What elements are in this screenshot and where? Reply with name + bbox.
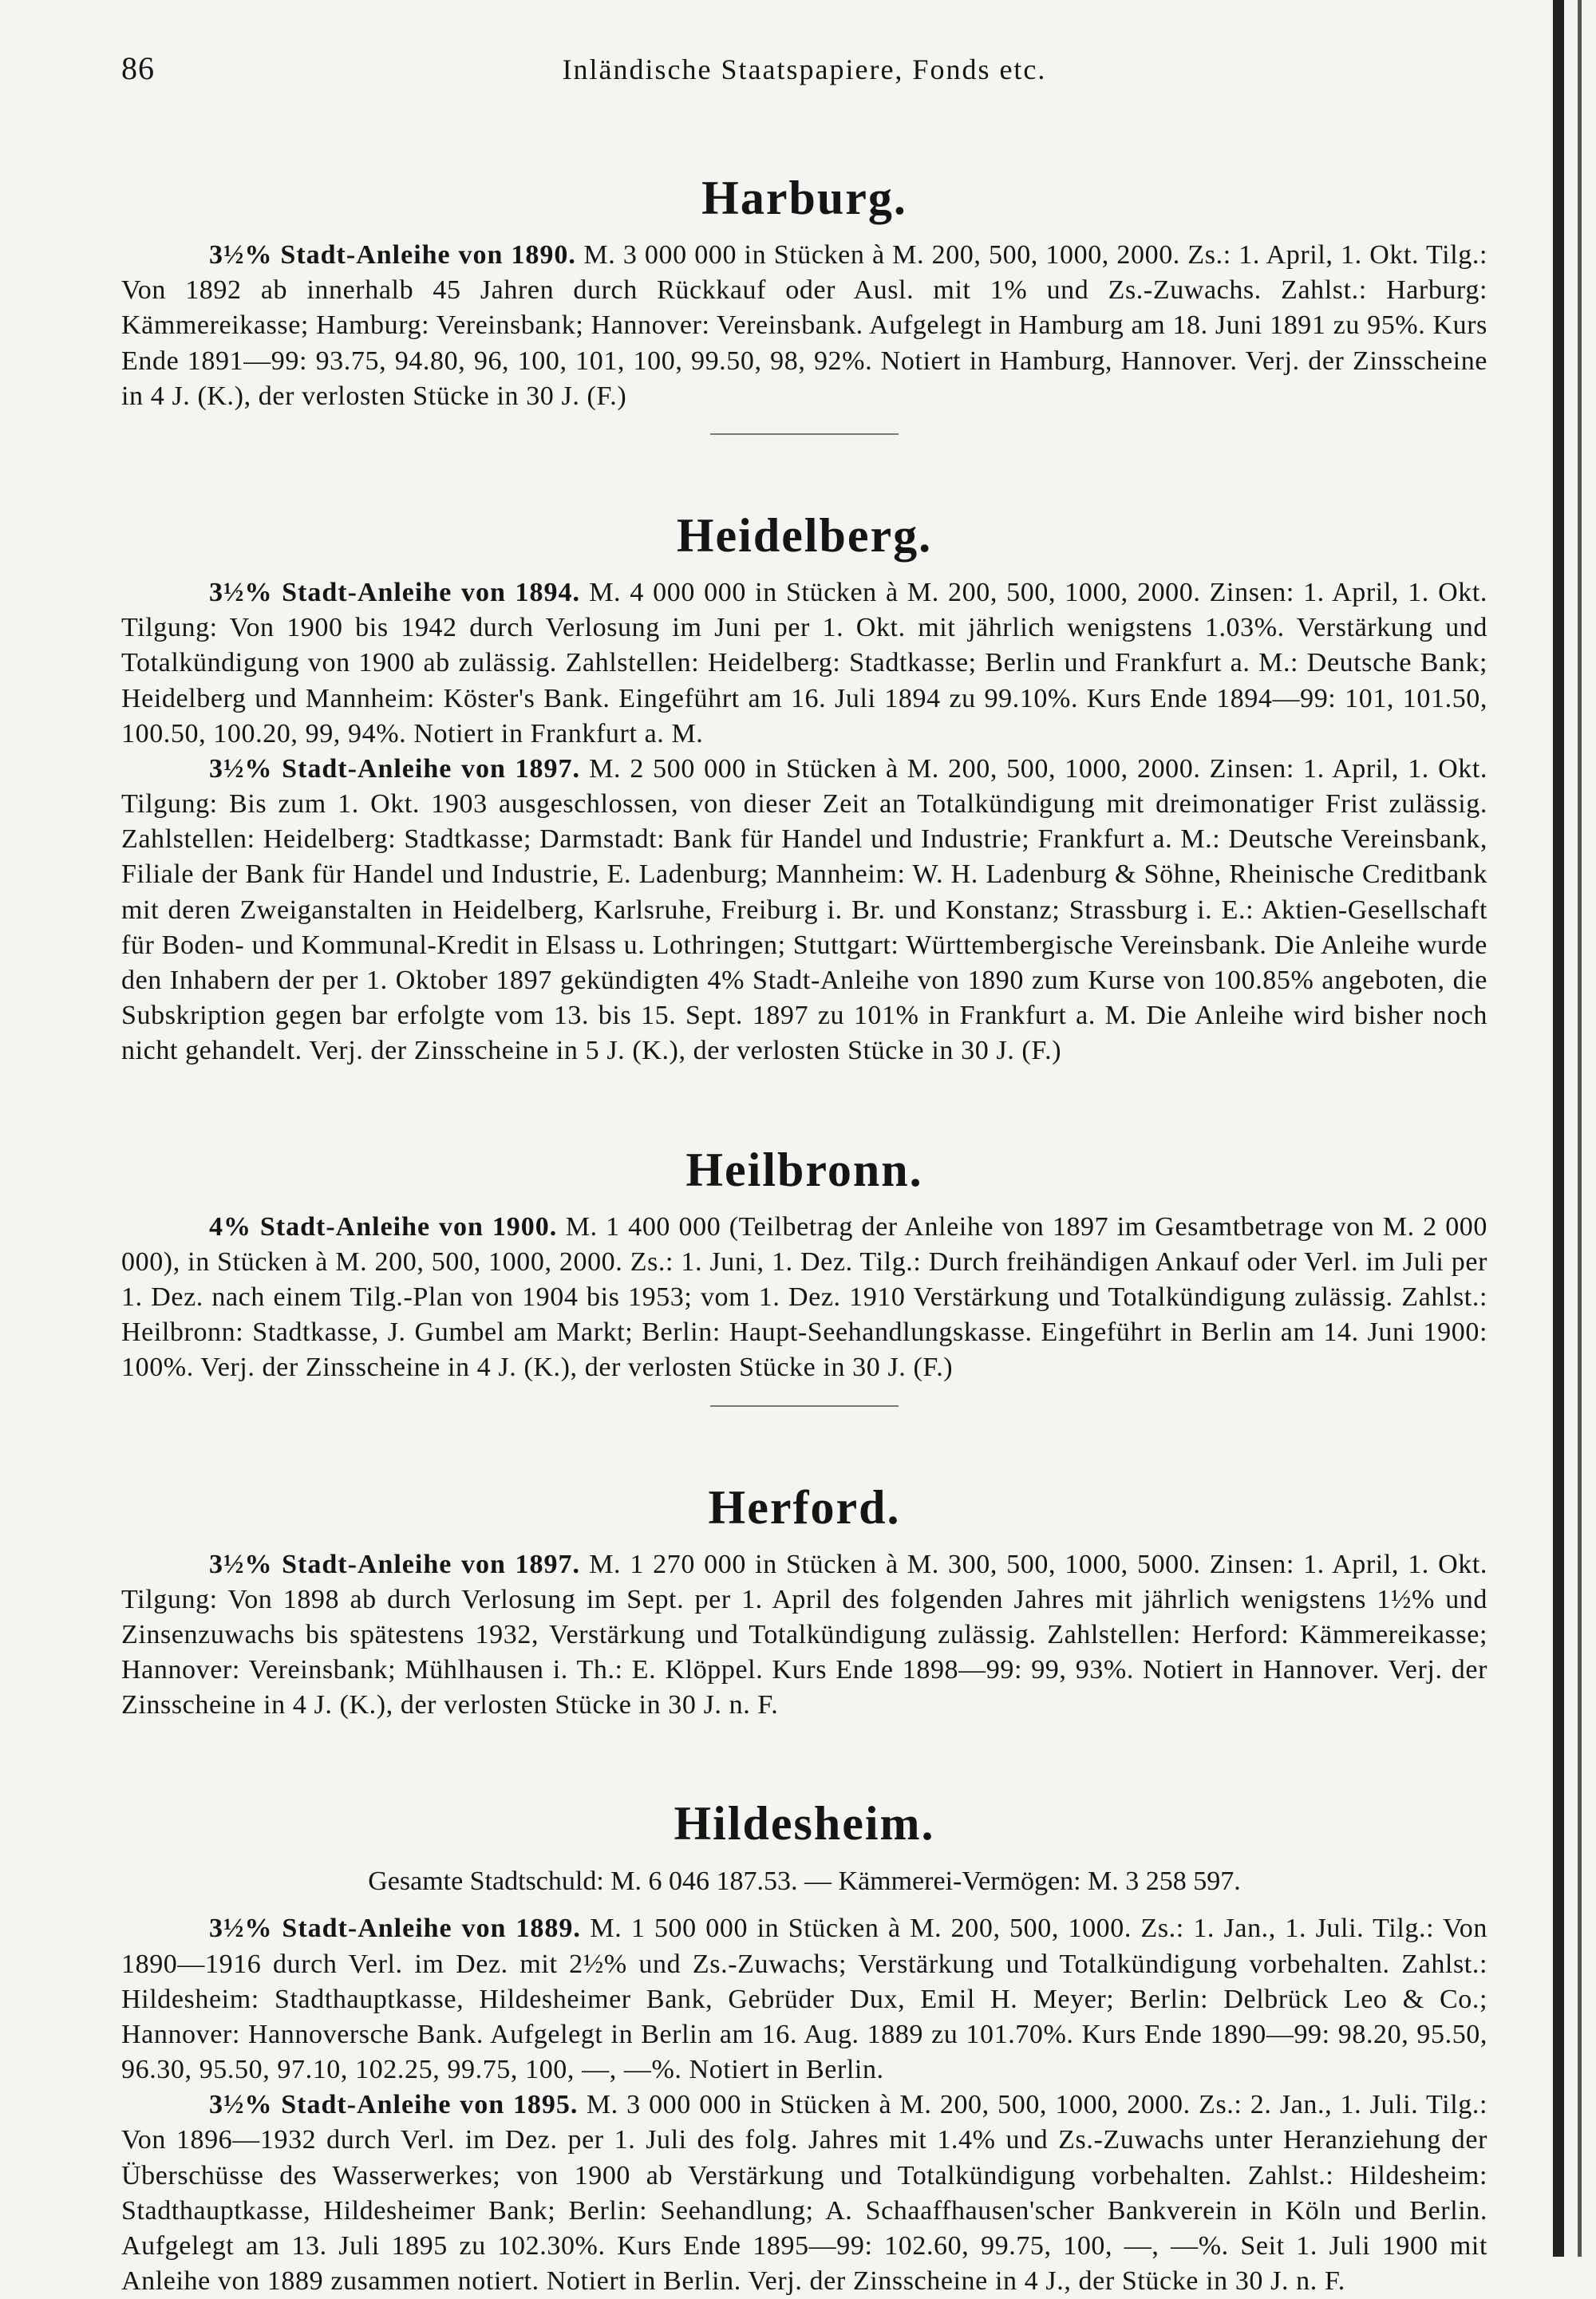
section-hildesheim [121, 1799, 1487, 2299]
running-title: Inländische Staatspapiere, Fonds etc. [562, 53, 1047, 85]
loan-entry [121, 2088, 1487, 2299]
loan-title: 3½% Stadt-Anleihe von 1897. [209, 1549, 580, 1579]
loan-text: M. 3 000 000 in Stücken à M. 200, 500, 1000, 2000. Zs.: 1. April, 1. Okt. Tilg.: Von 1892 ab innerhalb 45 Jahren durch Rückkauf oder Ausl. mit 1% und Zs.-Zuwachs. Zahlst.: Harburg: Kämmereikasse; Hamburg: Vereinsbank; Hannover: Vereinsbank. Aufgelegt in Hamburg am 18. Juni 1891 zu 95%. Kurs Ende 1891—99: 93.75, 94.80, 96, 100, 101, 100, 99.50, 98, 92%. Notiert in Hamburg, Hannover. Verj. der Zinsscheine in 4 J. (K.), der verlosten Stücke in 30 J. (F.) [121, 240, 1487, 411]
loan-text: M. 4 000 000 in Stücken à M. 200, 500, 1000, 2000. Zinsen: 1. April, 1. Okt. Tilgung: Von 1900 bis 1942 durch Verlosung im Juni per 1. Okt. mit jährlich wenigstens 1.03%. Verstärkung und Totalkündigung von 1900 ab zulässig. Zahlstellen: Heidelberg: Stadtkasse; Berlin und Frankfurt a. M.: Deutsche Bank; Heidelberg und Mannheim: Köster's Bank. Eingeführt am 16. Juli 1894 zu 99.10%. Kurs Ende 1894—99: 101, 101.50, 100.50, 100.20, 99, 94%. Notiert in Frankfurt a. M. [121, 577, 1488, 749]
running-head [121, 49, 1487, 97]
loan-title: 3½% Stadt-Anleihe von 1897. [209, 753, 580, 784]
section-heidelberg [121, 508, 1488, 1069]
loan-title: 4% Stadt-Anleihe von 1900. [209, 1211, 558, 1242]
city-debt-summary: Gesamte Stadtschuld: M. 6 046 187.53. — Kämmerei-Vermögen: M. 3 258 597. [368, 1866, 1241, 1897]
section-harburg [121, 174, 1487, 435]
loan-entry [121, 575, 1487, 752]
loan-entry [121, 1210, 1487, 1386]
section-herford [121, 1480, 1488, 1724]
page-binding-edge-inner [1578, 0, 1582, 2257]
loan-text: M. 3 000 000 in Stücken à M. 200, 500, 1000, 2000. Zs.: 2. Jan., 1. Juli. Tilg.: Von 1896—1932 durch Verl. im Dez. per 1. Juli des folg. Jahres mit 1.4% und Zs.-Zuwachs unter Heranziehung der Überschüsse des Wasserwerkes; von 1900 ab Verstärkung und Totalkündigung vorbehalten. Zahlst.: Hildesheim: Stadthauptkasse, Hildesheimer Bank; Berlin: Seehandlung; A. Schaaffhausen'scher Bankverein in Köln und Berlin. Aufgelegt am 13. Juli 1895 zu 102.30%. Kurs Ende 1895—99: 102.60, 99.75, 100, —, —%. Seit 1. Juli 1900 mit Anleihe von 1889 zusammen notiert. Notiert in Berlin. Verj. der Zinsscheine in 4 J., der Stücke in 30 J. n. F. [121, 2090, 1488, 2297]
loan-title: 3½% Stadt-Anleihe von 1894. [209, 577, 580, 607]
loan-text: M. 1 270 000 in Stücken à M. 300, 500, 1000, 5000. Zinsen: 1. April, 1. Okt. Tilgung: Von 1898 ab durch Verlosung im Sept. per 1. April des folgenden Jahres mit jährlich wenigstens 1½% und Zinsenzuwachs bis spätestens 1932, Verstärkung und Totalkündigung zulässig. Zahlstellen: Herford: Kämmereikasse; Hannover: Vereinsbank; Mühlhausen i. Th.: E. Klöppel. Kurs Ende 1898—99: 99, 93%. Notiert in Hannover. Verj. der Zinsscheine in 4 J. (K.), der verlosten Stücke in 30 J. n. F. [121, 1549, 1488, 1720]
page-number: 86 [121, 50, 155, 86]
section-heilbronn [121, 1143, 1488, 1407]
page-content [121, 49, 1487, 2299]
city-heading: Heilbronn. [685, 1143, 923, 1196]
city-heading: Harburg. [701, 172, 907, 224]
loan-title: 3½% Stadt-Anleihe von 1890. [209, 240, 576, 270]
loan-entry [121, 752, 1487, 1069]
section-divider [710, 1405, 899, 1407]
loan-text: M. 1 500 000 in Stücken à M. 200, 500, 1000. Zs.: 1. Jan., 1. Juli. Tilg.: Von 1890—1916 durch Verl. im Dez. mit 2½% und Zs.-Zuwachs; Verstärkung und Totalkündigung vorbehalten. Zahlst.: Hildesheim: Stadthauptkasse, Hildesheimer Bank, Gebrüder Dux, Emil H. Meyer; Berlin: Delbrück Leo & Co.; Hannover: Hannoversche Bank. Aufgelegt in Berlin am 16. Aug. 1889 zu 101.70%. Kurs Ende 1890—99: 98.20, 95.50, 96.30, 95.50, 97.10, 102.25, 99.75, 100, —, —%. Notiert in Berlin. [121, 1914, 1487, 2085]
city-heading: Herford. [708, 1480, 901, 1534]
city-heading: Hildesheim. [674, 1797, 935, 1851]
loan-text: M. 1 400 000 (Teilbetrag der Anleihe von 1897 im Gesamtbetrage von M. 2 000 000), in Stücken à M. 200, 500, 1000, 2000. Zs.: 1. Juni, 1. Dez. Tilg.: Durch freihändigen Ankauf oder Verl. im Juli per 1. Dez. nach einem Tilg.-Plan von 1904 bis 1953; vom 1. Dez. 1910 Verstärkung und Totalkündigung zulässig. Zahlst.: Heilbronn: Stadtkasse, J. Gumbel am Markt; Berlin: Haupt-Seehandlungskasse. Eingeführt in Berlin am 14. Juni 1900: 100%. Verj. der Zinsscheine in 4 J. (K.), der verlosten Stücke in 30 J. (F.) [121, 1211, 1488, 1383]
loan-title: 3½% Stadt-Anleihe von 1895. [209, 2090, 579, 2120]
loan-entry [121, 1547, 1487, 1724]
city-heading: Heidelberg. [676, 508, 933, 562]
page-binding-edge [1553, 0, 1564, 2257]
loan-title: 3½% Stadt-Anleihe von 1889. [209, 1914, 581, 1944]
loan-entry [121, 1911, 1487, 2088]
loan-entry [121, 238, 1487, 414]
section-divider [710, 433, 899, 435]
loan-text: M. 2 500 000 in Stücken à M. 200, 500, 1000, 2000. Zinsen: 1. April, 1. Okt. Tilgung: Bis zum 1. Okt. 1903 ausgeschlossen, von dieser Zeit an Totalkündigung mit dreimonatiger Frist zulässig. Zahlstellen: Heidelberg: Stadtkasse; Darmstadt: Bank für Handel und Industrie; Frankfurt a. M.: Deutsche Vereinsbank, Filiale der Bank für Handel und Industrie, E. Ladenburg; Mannheim: W. H. Ladenburg & Söhne, Rheinische Creditbank mit deren Zweiganstalten in Heidelberg, Karlsruhe, Freiburg i. Br. und Konstanz; Strassburg i. E.: Aktien-Gesellschaft für Boden- und Kommunal-Kredit in Elsass u. Lothringen; Stuttgart: Württembergische Vereinsbank. Die Anleihe wurde den Inhabern der per 1. Oktober 1897 gekündigten 4% Stadt-Anleihe von 1890 zum Kurse von 100.85% angeboten, die Subskription gegen bar erfolgte vom 13. bis 15. Sept. 1897 zu 101% in Frankfurt a. M. Die Anleihe wird bisher noch nicht gehandelt. Verj. der Zinsscheine in 5 J. (K.), der verlosten Stücke in 30 J. (F.) [121, 753, 1488, 1066]
